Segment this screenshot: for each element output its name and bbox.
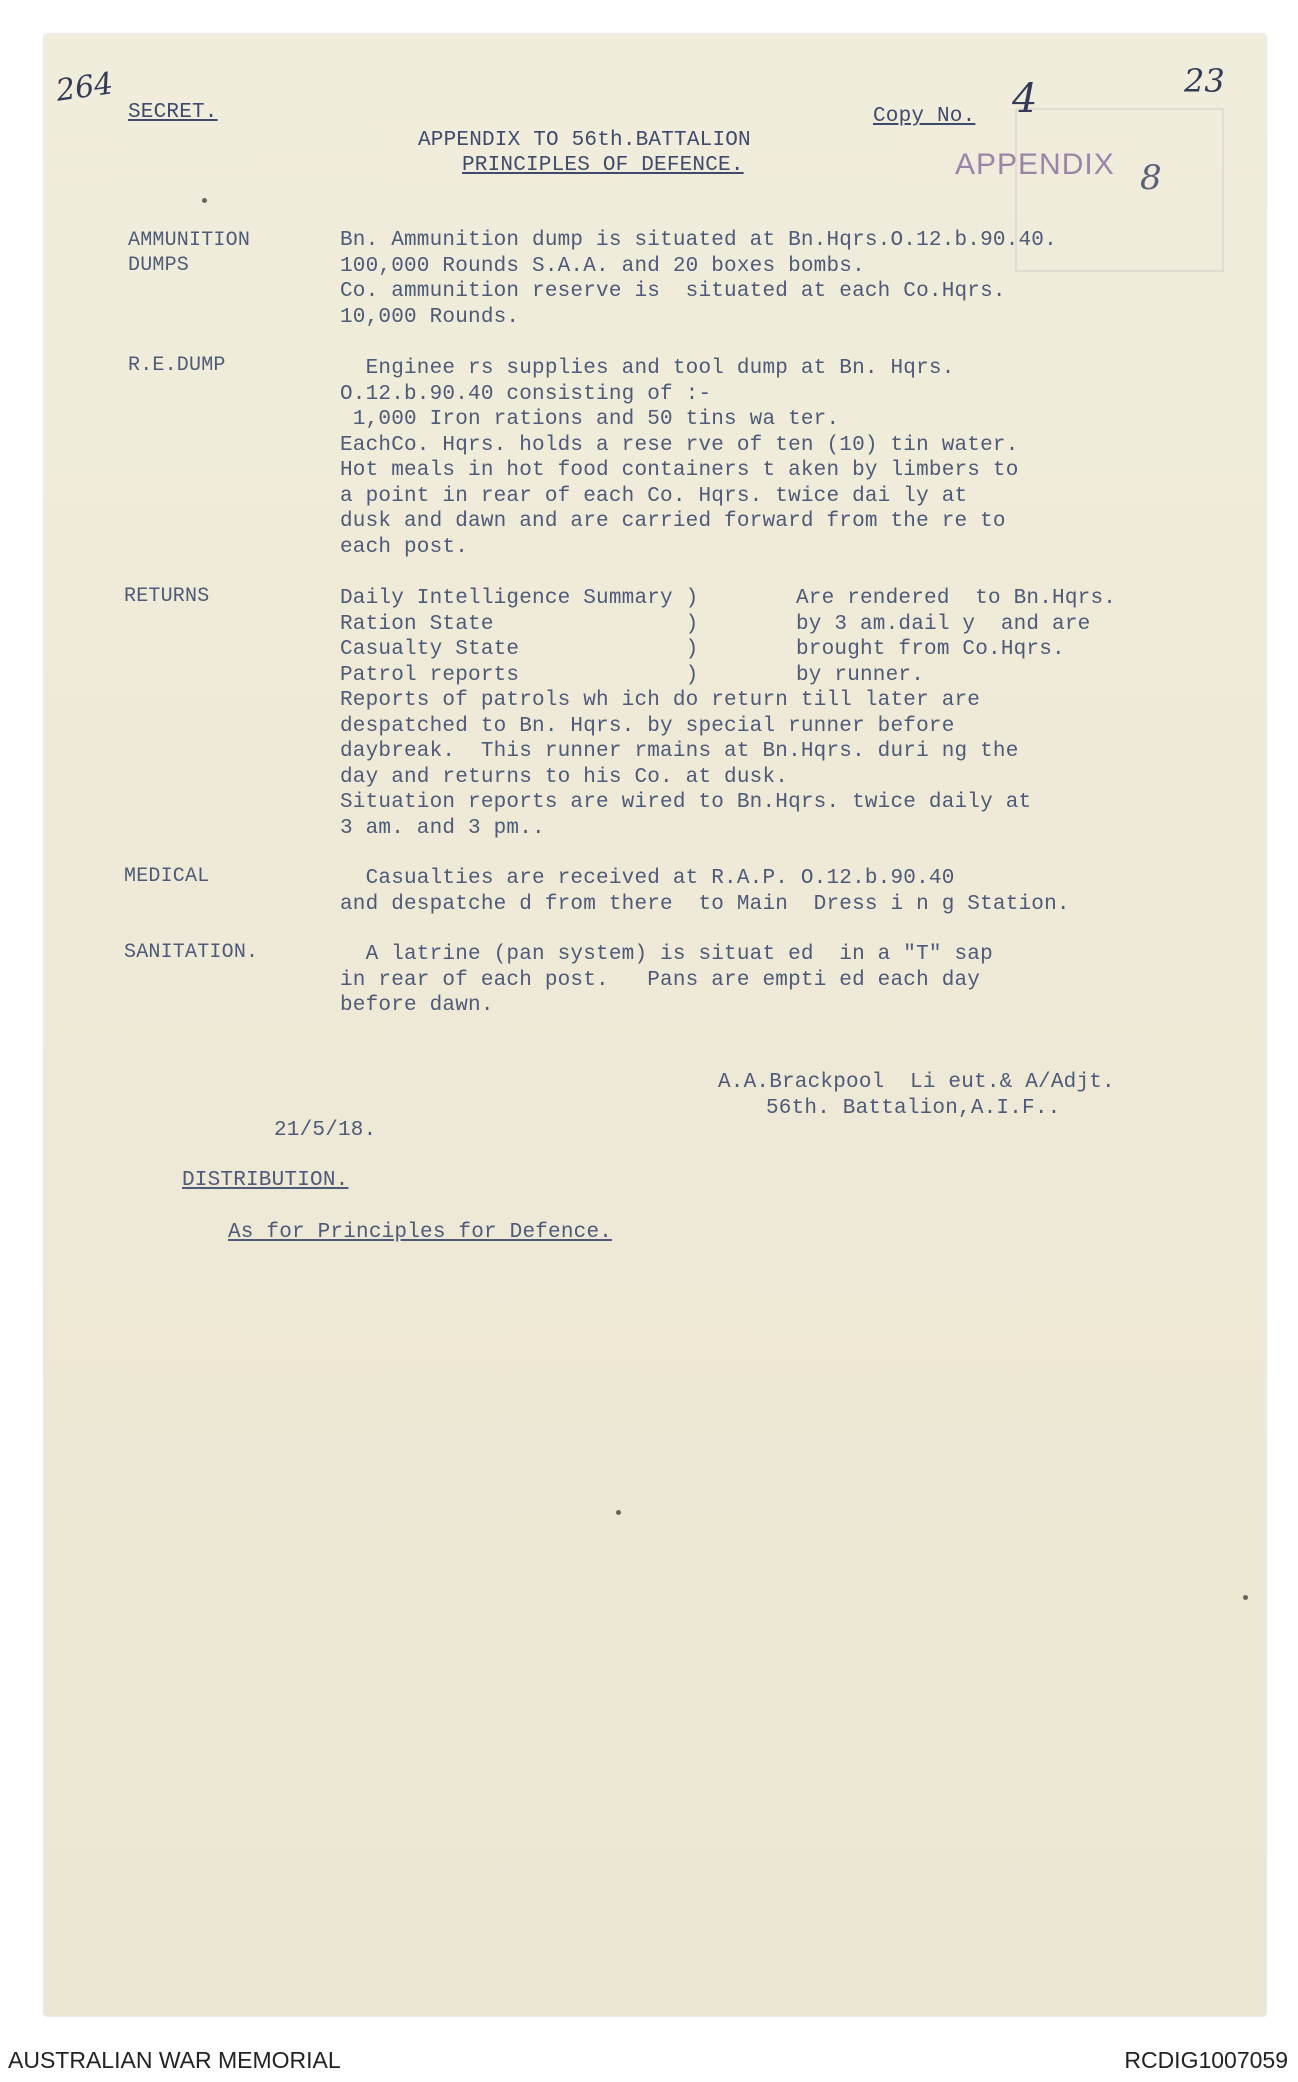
returns-items <box>340 586 698 688</box>
stamp-number: 8 <box>1140 158 1162 198</box>
punch-mark <box>202 198 207 203</box>
text-line: Bn. Ammunition dump is situated at Bn.Hqrs.O.12.b.90.40. <box>340 229 1057 252</box>
text-line: Hot meals in hot food containers t aken by limbers to <box>340 459 1019 482</box>
handwritten-page-number-right: 23 <box>1184 62 1225 100</box>
text-line: in rear of each post. Pans are empti ed each day <box>340 968 981 992</box>
handwritten-page-number-left: 264 <box>53 66 116 109</box>
distribution-heading: DISTRIBUTION. <box>182 1169 349 1192</box>
punch-mark <box>616 1510 621 1515</box>
text-line: before dawn. <box>340 994 494 1017</box>
text-line: 10,000 Rounds. <box>340 305 520 329</box>
section-label-dumps: DUMPS <box>128 254 190 277</box>
punch-mark <box>1243 1595 1248 1600</box>
signature-name: A.A.Brackpool Li eut.& A/Adjt. <box>718 1071 1115 1094</box>
returns-text <box>340 688 1031 841</box>
text-line: Enginee rs supplies and tool dump at Bn. Hqrs. <box>340 357 955 380</box>
section-label-medical: MEDICAL <box>124 865 210 888</box>
appendix-stamp: APPENDIX <box>955 148 1115 181</box>
text-line: 100,000 Rounds S.A.A. and 20 boxes bombs. <box>340 254 865 278</box>
sanitation-text <box>340 942 993 1019</box>
text-line: EachCo. Hqrs. holds a rese rve of ten (10) tin water. <box>340 433 1019 457</box>
text-line: by runner. <box>796 663 925 687</box>
section-label-re-dump: R.E.DUMP <box>128 354 226 377</box>
text-line: by 3 am.dail y and are <box>796 612 1091 636</box>
text-line: day and returns to his Co. at dusk. <box>340 765 789 789</box>
text-line: Casualties are received at R.A.P. O.12.b.90.40 <box>340 867 955 890</box>
document-subtitle: PRINCIPLES OF DEFENCE. <box>462 154 744 177</box>
text-line: O.12.b.90.40 consisting of :- <box>340 382 712 406</box>
section-label-ammunition: AMMUNITION <box>128 229 251 252</box>
copy-number-value: 4 <box>1012 76 1038 122</box>
copy-number-label: Copy No. <box>873 105 976 128</box>
return-item: Patrol reports ) <box>340 663 699 687</box>
text-line: 3 am. and 3 pm.. <box>340 816 545 840</box>
text-line: 1,000 Iron rations and 50 tins wa ter. <box>340 408 840 431</box>
signature-unit: 56th. Battalion,A.I.F.. <box>766 1097 1061 1120</box>
document-page <box>44 34 1266 2016</box>
return-item: Ration State ) <box>340 612 699 636</box>
footer-item-id: RCDIG1007059 <box>1124 2047 1288 2073</box>
return-item: Daily Intelligence Summary ) <box>340 587 699 610</box>
returns-bracket-note <box>796 586 1116 688</box>
text-line: Reports of patrols wh ich do return till later are <box>340 689 981 712</box>
text-line: each post. <box>340 535 469 559</box>
text-line: Are rendered to Bn.Hqrs. <box>796 587 1117 610</box>
medical-text <box>340 866 1070 917</box>
text-line: and despatche d from there to Main Dress i n g Station. <box>340 892 1070 916</box>
classification-label: SECRET. <box>128 101 218 124</box>
text-line: Co. ammunition reserve is situated at each Co.Hqrs. <box>340 280 1006 303</box>
document-title: APPENDIX TO 56th.BATTALION <box>418 129 751 152</box>
text-line: dusk and dawn and are carried forward from the re to <box>340 510 1006 533</box>
section-label-returns: RETURNS <box>124 585 210 608</box>
text-line: Situation reports are wired to Bn.Hqrs. twice daily at <box>340 791 1032 814</box>
text-line: a point in rear of each Co. Hqrs. twice dai ly at <box>340 484 968 508</box>
text-line: A latrine (pan system) is situat ed in a "T" sap <box>340 943 993 966</box>
re-dump-text <box>340 356 1019 560</box>
distribution-text: As for Principles for Defence. <box>228 1221 613 1244</box>
text-line: brought from Co.Hqrs. <box>796 638 1065 661</box>
text-line: despatched to Bn. Hqrs. by special runner before <box>340 714 955 738</box>
text-line: daybreak. This runner rmains at Bn.Hqrs. duri ng the <box>340 740 1019 763</box>
ammunition-text <box>340 228 1057 330</box>
return-item: Casualty State ) <box>340 638 699 661</box>
section-label-sanitation: SANITATION. <box>124 941 259 964</box>
footer-archive-name: AUSTRALIAN WAR MEMORIAL <box>8 2047 341 2073</box>
document-date: 21/5/18. <box>274 1119 377 1142</box>
